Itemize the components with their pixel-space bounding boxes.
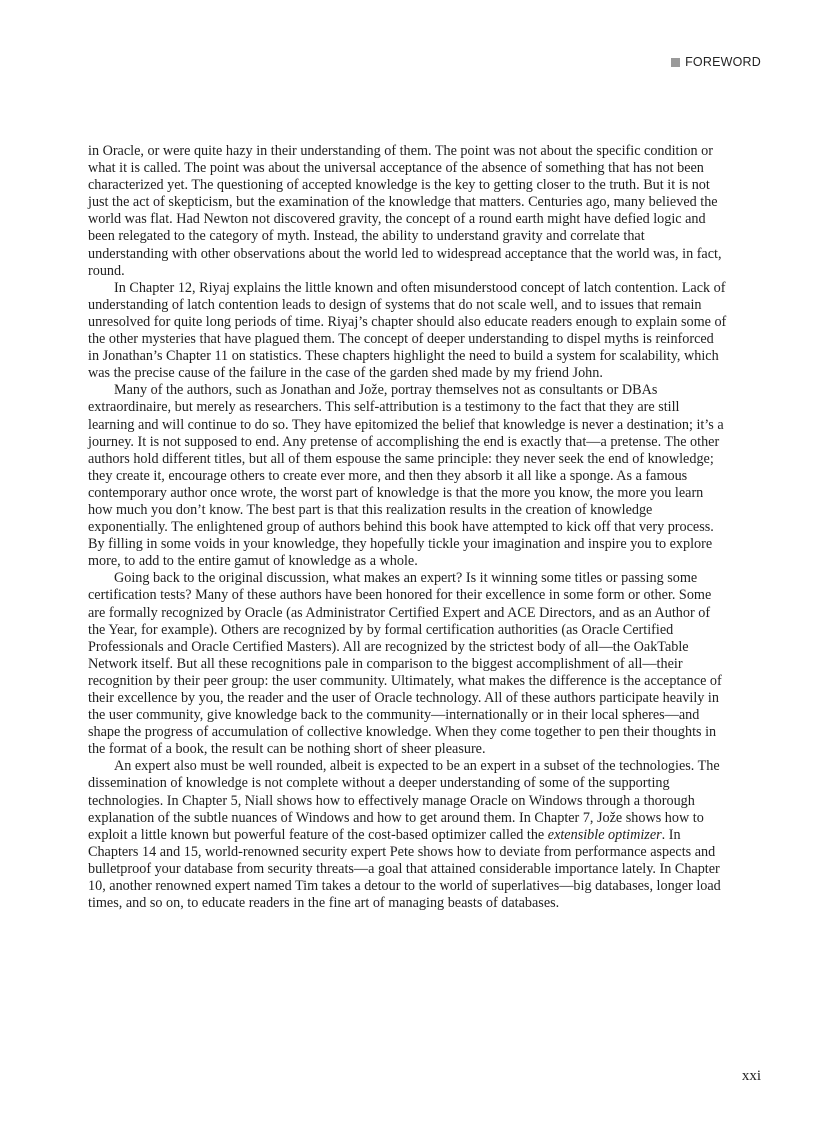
section-label: FOREWORD: [685, 55, 761, 69]
paragraph: Many of the authors, such as Jonathan and Jože, portray themselves not as consultants or DBAs extraordinaire, but merely as researchers. This self-attribution is a testimony to the fact that they are still learning and will continue to do so. They have epitomized the belief that knowledge is never a destination; it’s a journey. It is not supposed to end. Any pretense of accomplishing the end is exactly that—a pretense. The other authors hold different titles, but all of them espouse the same principle: they never seek the end of knowledge; they create it, encourage others to create ever more, and then they absorb it all like a sponge. As a famous contemporary author once wrote, the worst part of knowledge is that the more you know, the more you learn how much you don’t know. The best part is that this realization results in the creation of knowledge exponentially. The enlightened group of authors behind this book have attempted to kick off that very process. By filling in some voids in your knowledge, they hopefully tickle your imagination and inspire you to explore more, to add to the entire gamut of knowledge as a whole.: [88, 382, 724, 570]
paragraph: [88, 758, 728, 912]
running-header: [671, 55, 761, 69]
paragraph: in Oracle, or were quite hazy in their understanding of them. The point was not about the specific condition or what it is called. The point was about the universal acceptance of the absence of something that has not been characterized yet. The questioning of accepted knowledge is the key to getting closer to the truth. But it is not just the act of skepticism, but the examination of the knowledge that matters. Centuries ago, many believed the world was flat. Had Newton not discovered gravity, the concept of a round earth might have defied logic and been relegated to the category of myth. Instead, the ability to understand gravity and correlate that understanding with other observations about the world led to widespread acceptance that the world was, in fact, round.: [88, 143, 722, 279]
page-number: xxi: [741, 1068, 761, 1084]
paragraph: Going back to the original discussion, what makes an expert? Is it winning some titles or passing some certification tests? Many of these authors have been honored for their excellence in some form or other. Some are formally recognized by Oracle (as Administrator Certified Expert and ACE Directors, and as an Author of the Year, for example). Others are recognized by by formal certification authorities (as Oracle Certified Professionals and Oracle Certified Masters). All are recognized by the strictest body of all—the OakTable Network itself. But all these recognitions pale in comparison to the biggest accomplishment of all—their recognition by their peer group: the user community. Ultimately, what makes the difference is the acceptance of their excellence by you, the reader and the user of Oracle technology. All of these authors participate heavily in the user community, give knowledge back to the community—internationally or in their local spheres—and shape the progress of accumulation of collective knowledge. When they come together to pen their thoughts in the format of a book, the result can be nothing short of sheer pleasure.: [88, 570, 722, 758]
paragraph-text: . In Chapters 14 and 15, world-renowned security expert Pete shows how to deviate from performance aspects and bulletproof your database from security threats—a goal that attained considerable importance lately. In Chapter 10, another renowned expert named Tim takes a detour to the world of superlatives—big databases, longer load times, and so on, to educate readers in the fine art of managing beasts of databases.: [88, 826, 721, 912]
paragraph-text: An expert also must be well rounded, albeit is expected to be an expert in a subset of the technologies. The dissemination of knowledge is not complete without a deeper understanding of some of the supporting technologies. In Chapter 5, Niall shows how to effectively manage Oracle on Windows through a thorough explanation of the subtle nuances of Windows and how to get around them. In Chapter 7, Jože shows how to exploit a little known but powerful feature of the cost-based optimizer called the: [88, 758, 720, 843]
emphasized-term: extensible optimizer: [547, 826, 662, 843]
foreword-body: [88, 143, 728, 912]
paragraph: In Chapter 12, Riyaj explains the little known and often misunderstood concept of latch contention. Lack of understanding of latch contention leads to design of systems that do not scale well, and to issues that remain unresolved for quite long periods of time. Riyaj’s chapter should also educate readers enough to explain some of the other mysteries that have plagued them. The concept of deeper understanding to dispel myths is reinforced in Jonathan’s Chapter 11 on statistics. These chapters highlight the need to build a system for scalability, which was the precise cause of the failure in the case of the garden shed made by my friend John.: [88, 279, 727, 382]
square-marker-icon: [671, 58, 680, 67]
